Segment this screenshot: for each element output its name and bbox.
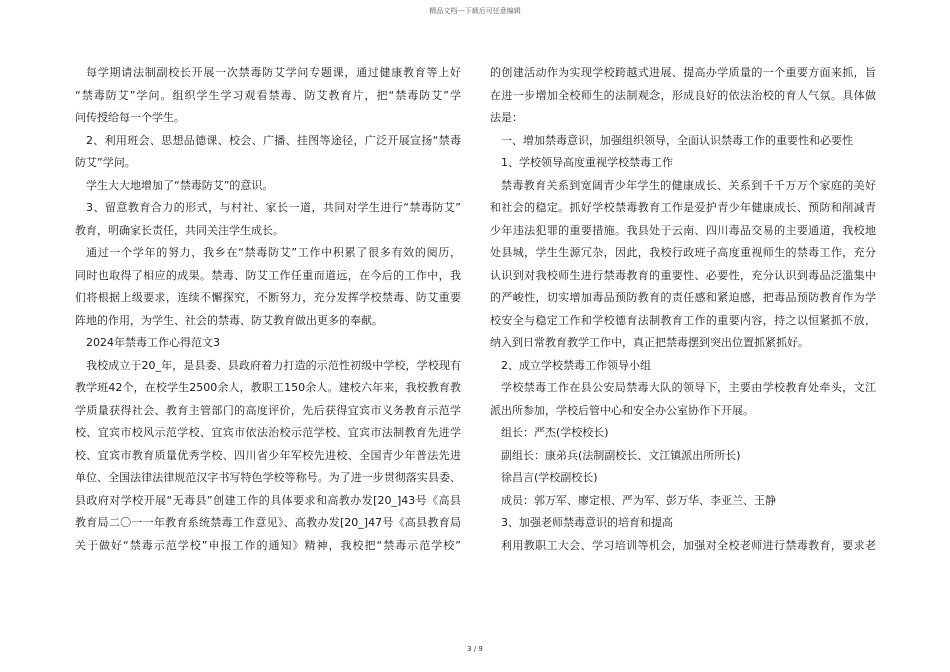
page-header: 精品文档---下载后可任意编辑 (429, 7, 521, 15)
text-line: 和社会的稳定。抓好学校禁毒教育工作是爱护青少年健康成长、预防和削减青 (490, 201, 876, 214)
text-line: 们将根据上级要求，连续不懈探究，不断努力，充分发挥学校禁毒、防艾重要 (75, 291, 461, 304)
text-line: 同时也取得了相应的成果。禁毒、防艾工作任重而道远，在今后的工作中，我 (75, 268, 461, 282)
text-line: 处县城，学生生源冗杂，因此，我校行政班子高度重视师生的禁毒工作，充分 (490, 246, 876, 259)
text-line: 学质量获得社会、教育主管部门的高度评价，先后获得宜宾市义务教育示范学 (75, 403, 461, 417)
text-line: 单位、全国法律法律规范汉字书写特色学校等称号。为了进一步贯彻落实县委、 (75, 471, 461, 484)
text-line: 县政府对学校开展“无毒县”创建工作的具体要求和高教办发[20_]43号《高县 (75, 493, 461, 507)
text-line: 纳入到日常教育教学工作中，真正把禁毒摆到突出位置抓紧抓好。 (490, 336, 809, 349)
text-line: 校、宜宾市校风示范学校、宜宾市依法治校示范学校、宜宾市法制教育先进学 (75, 426, 461, 439)
text-line: “禁毒防艾”学问。组织学生学习观看禁毒、防艾教育片，把“禁毒防艾”学 (75, 88, 461, 102)
text-line: 一、增加禁毒意识，加强组织领导，全面认识禁毒工作的重要性和必要性 (501, 133, 853, 147)
text-line: 认识到对我校师生进行禁毒教育的重要性、必要性，充分认识到毒品泛滥集中 (490, 268, 876, 282)
text-line: 2024年禁毒工作心得范文3 (86, 336, 220, 349)
left-column (75, 62, 461, 557)
text-line: 教育，明确家长责任，共同关注学生成长。 (75, 223, 284, 237)
text-line: 校、宜宾市教育质量优秀学校、四川省少年军校先进校、全国青少年普法先进 (75, 448, 461, 462)
text-line: 防艾”学问。 (75, 156, 136, 169)
text-line: 成员：郭万军、廖定根、严为军、彭万华、李亚兰、王静 (501, 493, 776, 507)
text-line: 的创建活动作为实现学校跨越式进展、提高办学质量的一个重要方面来抓，旨 (490, 66, 876, 79)
text-line: 问传授给每一个学生。 (75, 111, 185, 124)
text-line: 派出所参加，学校后管中心和安全办公室协作下开展。 (490, 403, 754, 417)
text-line: 教育局二〇一一年教育系统禁毒工作意见》、高教办发[20_]47号《高县教育局 (75, 516, 461, 529)
text-line: 1、学校领导高度重视学校禁毒工作 (501, 156, 673, 169)
text-line: 关于做好“禁毒示范学校”申报工作的通知》精神，我校把“禁毒示范学校” (75, 538, 461, 552)
text-line: 3、加强老师禁毒意识的培育和提高 (501, 516, 673, 529)
text-line: 少年违法犯罪的重要措施。我县处于云南、四川毒品交易的主要通道，我校地 (490, 223, 876, 237)
text-line: 2、成立学校禁毒工作领导小组 (501, 358, 651, 372)
text-line: 法是： (490, 111, 523, 124)
text-line: 禁毒教育关系到宽阔青少年学生的健康成长、关系到千千万万个家庭的美好 (501, 178, 876, 192)
text-line: 副组长：康弟兵(法制副校长、文江镇派出所所长) (501, 448, 741, 462)
text-line: 通过一个学年的努力，我乡在“禁毒防艾”工作中积累了很多有效的阅历， (86, 246, 461, 259)
right-column (490, 62, 876, 557)
text-line: 利用教职工大会、学习培训等机会，加强对全校老师进行禁毒教育，要求老 (501, 538, 876, 552)
text-line: 在进一步增加全校师生的法制观念，形成良好的依法治校的育人气氛。具体做 (490, 88, 876, 102)
text-line: 教学班42个，在校学生2500余人，教职工150余人。建校六年来，我校教育教 (75, 381, 461, 394)
text-line: 校安全与稳定工作和学校德育法制教育工作的重要内容，持之以恒紧抓不放， (490, 313, 876, 327)
text-line: 组长：严杰(学校校长) (501, 426, 609, 439)
text-line: 2、利用班会、思想品德课、校会、广播、挂图等途径，广泛开展宣扬“禁毒 (86, 133, 461, 147)
text-line: 我校成立于20_年，是县委、县政府着力打造的示范性初级中学校，学校现有 (86, 358, 461, 372)
page-number: 3 / 9 (467, 645, 483, 653)
text-line: 学校禁毒工作在县公安局禁毒大队的领导下，主要由学校教育处牵头，文江 (501, 381, 876, 394)
text-line: 的严峻性，切实增加毒品预防教育的责任感和紧迫感，把毒品预防教育作为学 (490, 291, 876, 304)
text-line: 徐昌言(学校副校长) (501, 471, 598, 484)
text-line: 每学期请法制副校长开展一次禁毒防艾学问专题课，通过健康教育等上好 (86, 66, 461, 79)
text-line: 阵地的作用，为学生、社会的禁毒、防艾教育做出更多的奉献。 (75, 313, 383, 327)
text-line: 3、留意教育合力的形式，与村社、家长一道，共同对学生进行“禁毒防艾” (86, 201, 461, 214)
text-line: 学生大大地增加了“禁毒防艾”的意识。 (86, 178, 274, 192)
